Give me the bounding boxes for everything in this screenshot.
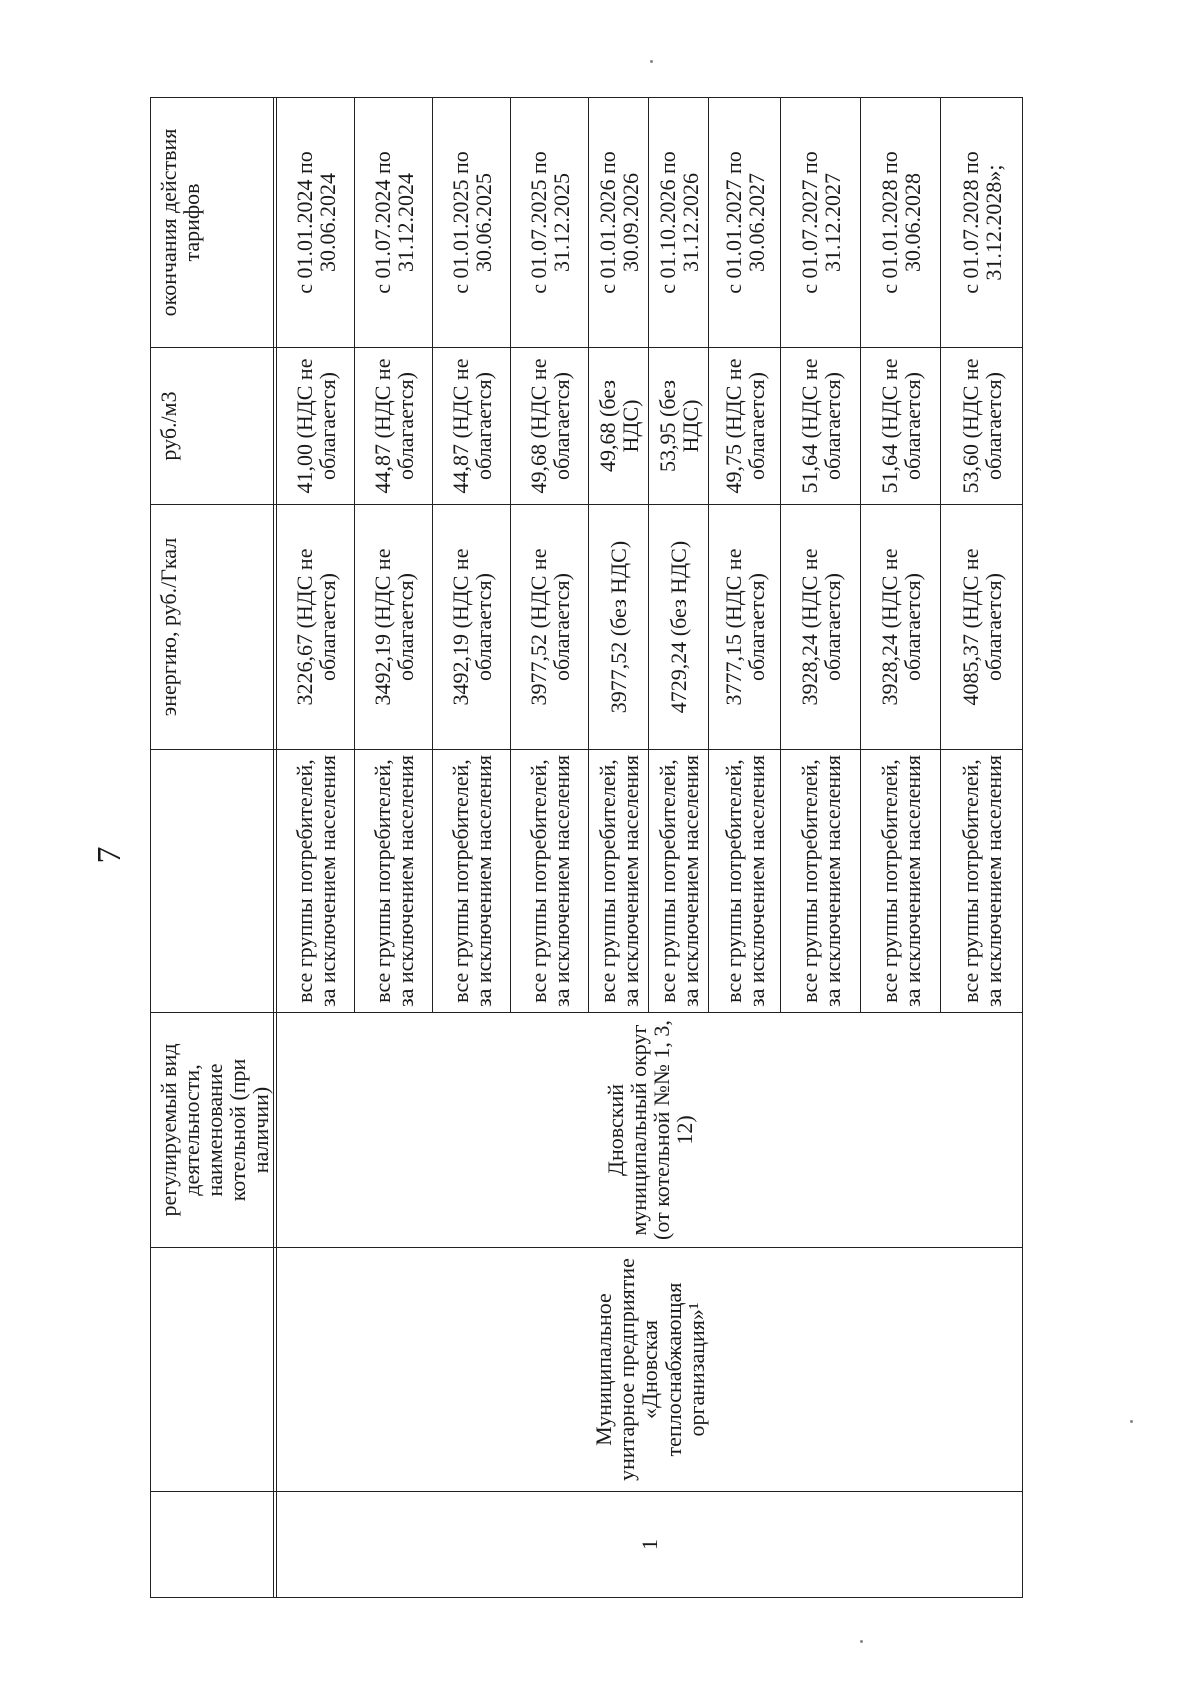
period-cell: с 01.01.2025 по 30.06.2025 xyxy=(433,98,511,348)
table-row xyxy=(277,98,355,1598)
consumer-group-cell: все группы потребителей, за исключением населения xyxy=(433,750,511,1013)
header-col-water-tariff: руб./м3 xyxy=(151,348,274,505)
energy-tariff-cell: 3492,19 (НДС не облагается) xyxy=(355,505,433,750)
row-number-cell: 1 xyxy=(277,1492,1023,1598)
scan-speck xyxy=(1130,1420,1133,1423)
energy-tariff-cell: 3492,19 (НДС не облагается) xyxy=(433,505,511,750)
organization-cell: Муниципальное унитарное предприятие «Дновская теплоснабжающая организация»¹ xyxy=(277,1248,1023,1492)
period-cell: с 01.07.2025 по 31.12.2025 xyxy=(511,98,589,348)
water-tariff-cell: 44,87 (НДС не облагается) xyxy=(433,348,511,505)
energy-tariff-cell: 3928,24 (НДС не облагается) xyxy=(781,505,861,750)
page-number: 7 xyxy=(91,846,128,864)
water-tariff-cell: 49,68 (НДС не облагается) xyxy=(511,348,589,505)
energy-tariff-cell: 3977,52 (НДС не облагается) xyxy=(511,505,589,750)
energy-tariff-cell: 3977,52 (без НДС) xyxy=(589,505,649,750)
water-tariff-cell: 53,95 (без НДС) xyxy=(649,348,709,505)
period-cell: с 01.07.2028 по 31.12.2028»; xyxy=(941,98,1023,348)
energy-tariff-cell: 4729,24 (без НДС) xyxy=(649,505,709,750)
water-tariff-cell: 49,75 (НДС не облагается) xyxy=(709,348,781,505)
period-cell: с 01.07.2027 по 31.12.2027 xyxy=(781,98,861,348)
period-cell: с 01.07.2024 по 31.12.2024 xyxy=(355,98,433,348)
water-tariff-cell: 53,60 (НДС не облагается) xyxy=(941,348,1023,505)
header-row xyxy=(151,98,274,1598)
activity-cell: Дновский муниципальный округ (от котельной №№ 1, 3, 12) xyxy=(277,1013,1023,1248)
consumer-group-cell: все группы потребителей, за исключением населения xyxy=(355,750,433,1013)
water-tariff-cell: 41,00 (НДС не облагается) xyxy=(277,348,355,505)
header-col-energy-tariff: энергию, руб./Гкал xyxy=(151,505,274,750)
water-tariff-cell: 49,68 (без НДС) xyxy=(589,348,649,505)
consumer-group-cell: все группы потребителей, за исключением населения xyxy=(589,750,649,1013)
header-col-period: окончания действия тарифов xyxy=(151,98,274,348)
header-col-organization xyxy=(151,1248,274,1492)
consumer-group-cell: все группы потребителей, за исключением населения xyxy=(941,750,1023,1013)
header-col-number xyxy=(151,1492,274,1598)
consumer-group-cell: все группы потребителей, за исключением населения xyxy=(709,750,781,1013)
tariff-table xyxy=(150,97,1023,1598)
consumer-group-cell: все группы потребителей, за исключением населения xyxy=(511,750,589,1013)
energy-tariff-cell: 3226,67 (НДС не облагается) xyxy=(277,505,355,750)
tariff-table-container xyxy=(150,98,1006,1598)
period-cell: с 01.01.2028 по 30.06.2028 xyxy=(861,98,941,348)
energy-tariff-cell: 4085,37 (НДС не облагается) xyxy=(941,505,1023,750)
consumer-group-cell: все группы потребителей, за исключением населения xyxy=(649,750,709,1013)
scan-speck xyxy=(650,60,653,63)
header-col-consumers xyxy=(151,750,274,1013)
consumer-group-cell: все группы потребителей, за исключением населения xyxy=(277,750,355,1013)
consumer-group-cell: все группы потребителей, за исключением населения xyxy=(861,750,941,1013)
period-cell: с 01.10.2026 по 31.12.2026 xyxy=(649,98,709,348)
water-tariff-cell: 51,64 (НДС не облагается) xyxy=(781,348,861,505)
period-cell: с 01.01.2024 по 30.06.2024 xyxy=(277,98,355,348)
consumer-group-cell: все группы потребителей, за исключением населения xyxy=(781,750,861,1013)
period-cell: с 01.01.2027 по 30.06.2027 xyxy=(709,98,781,348)
water-tariff-cell: 51,64 (НДС не облагается) xyxy=(861,348,941,505)
energy-tariff-cell: 3928,24 (НДС не облагается) xyxy=(861,505,941,750)
energy-tariff-cell: 3777,15 (НДС не облагается) xyxy=(709,505,781,750)
scan-speck xyxy=(860,1640,863,1643)
water-tariff-cell: 44,87 (НДС не облагается) xyxy=(355,348,433,505)
period-cell: с 01.01.2026 по 30.09.2026 xyxy=(589,98,649,348)
header-col-activity: регулируемый вид деятельности, наименование котельной (при наличии) xyxy=(151,1013,274,1248)
